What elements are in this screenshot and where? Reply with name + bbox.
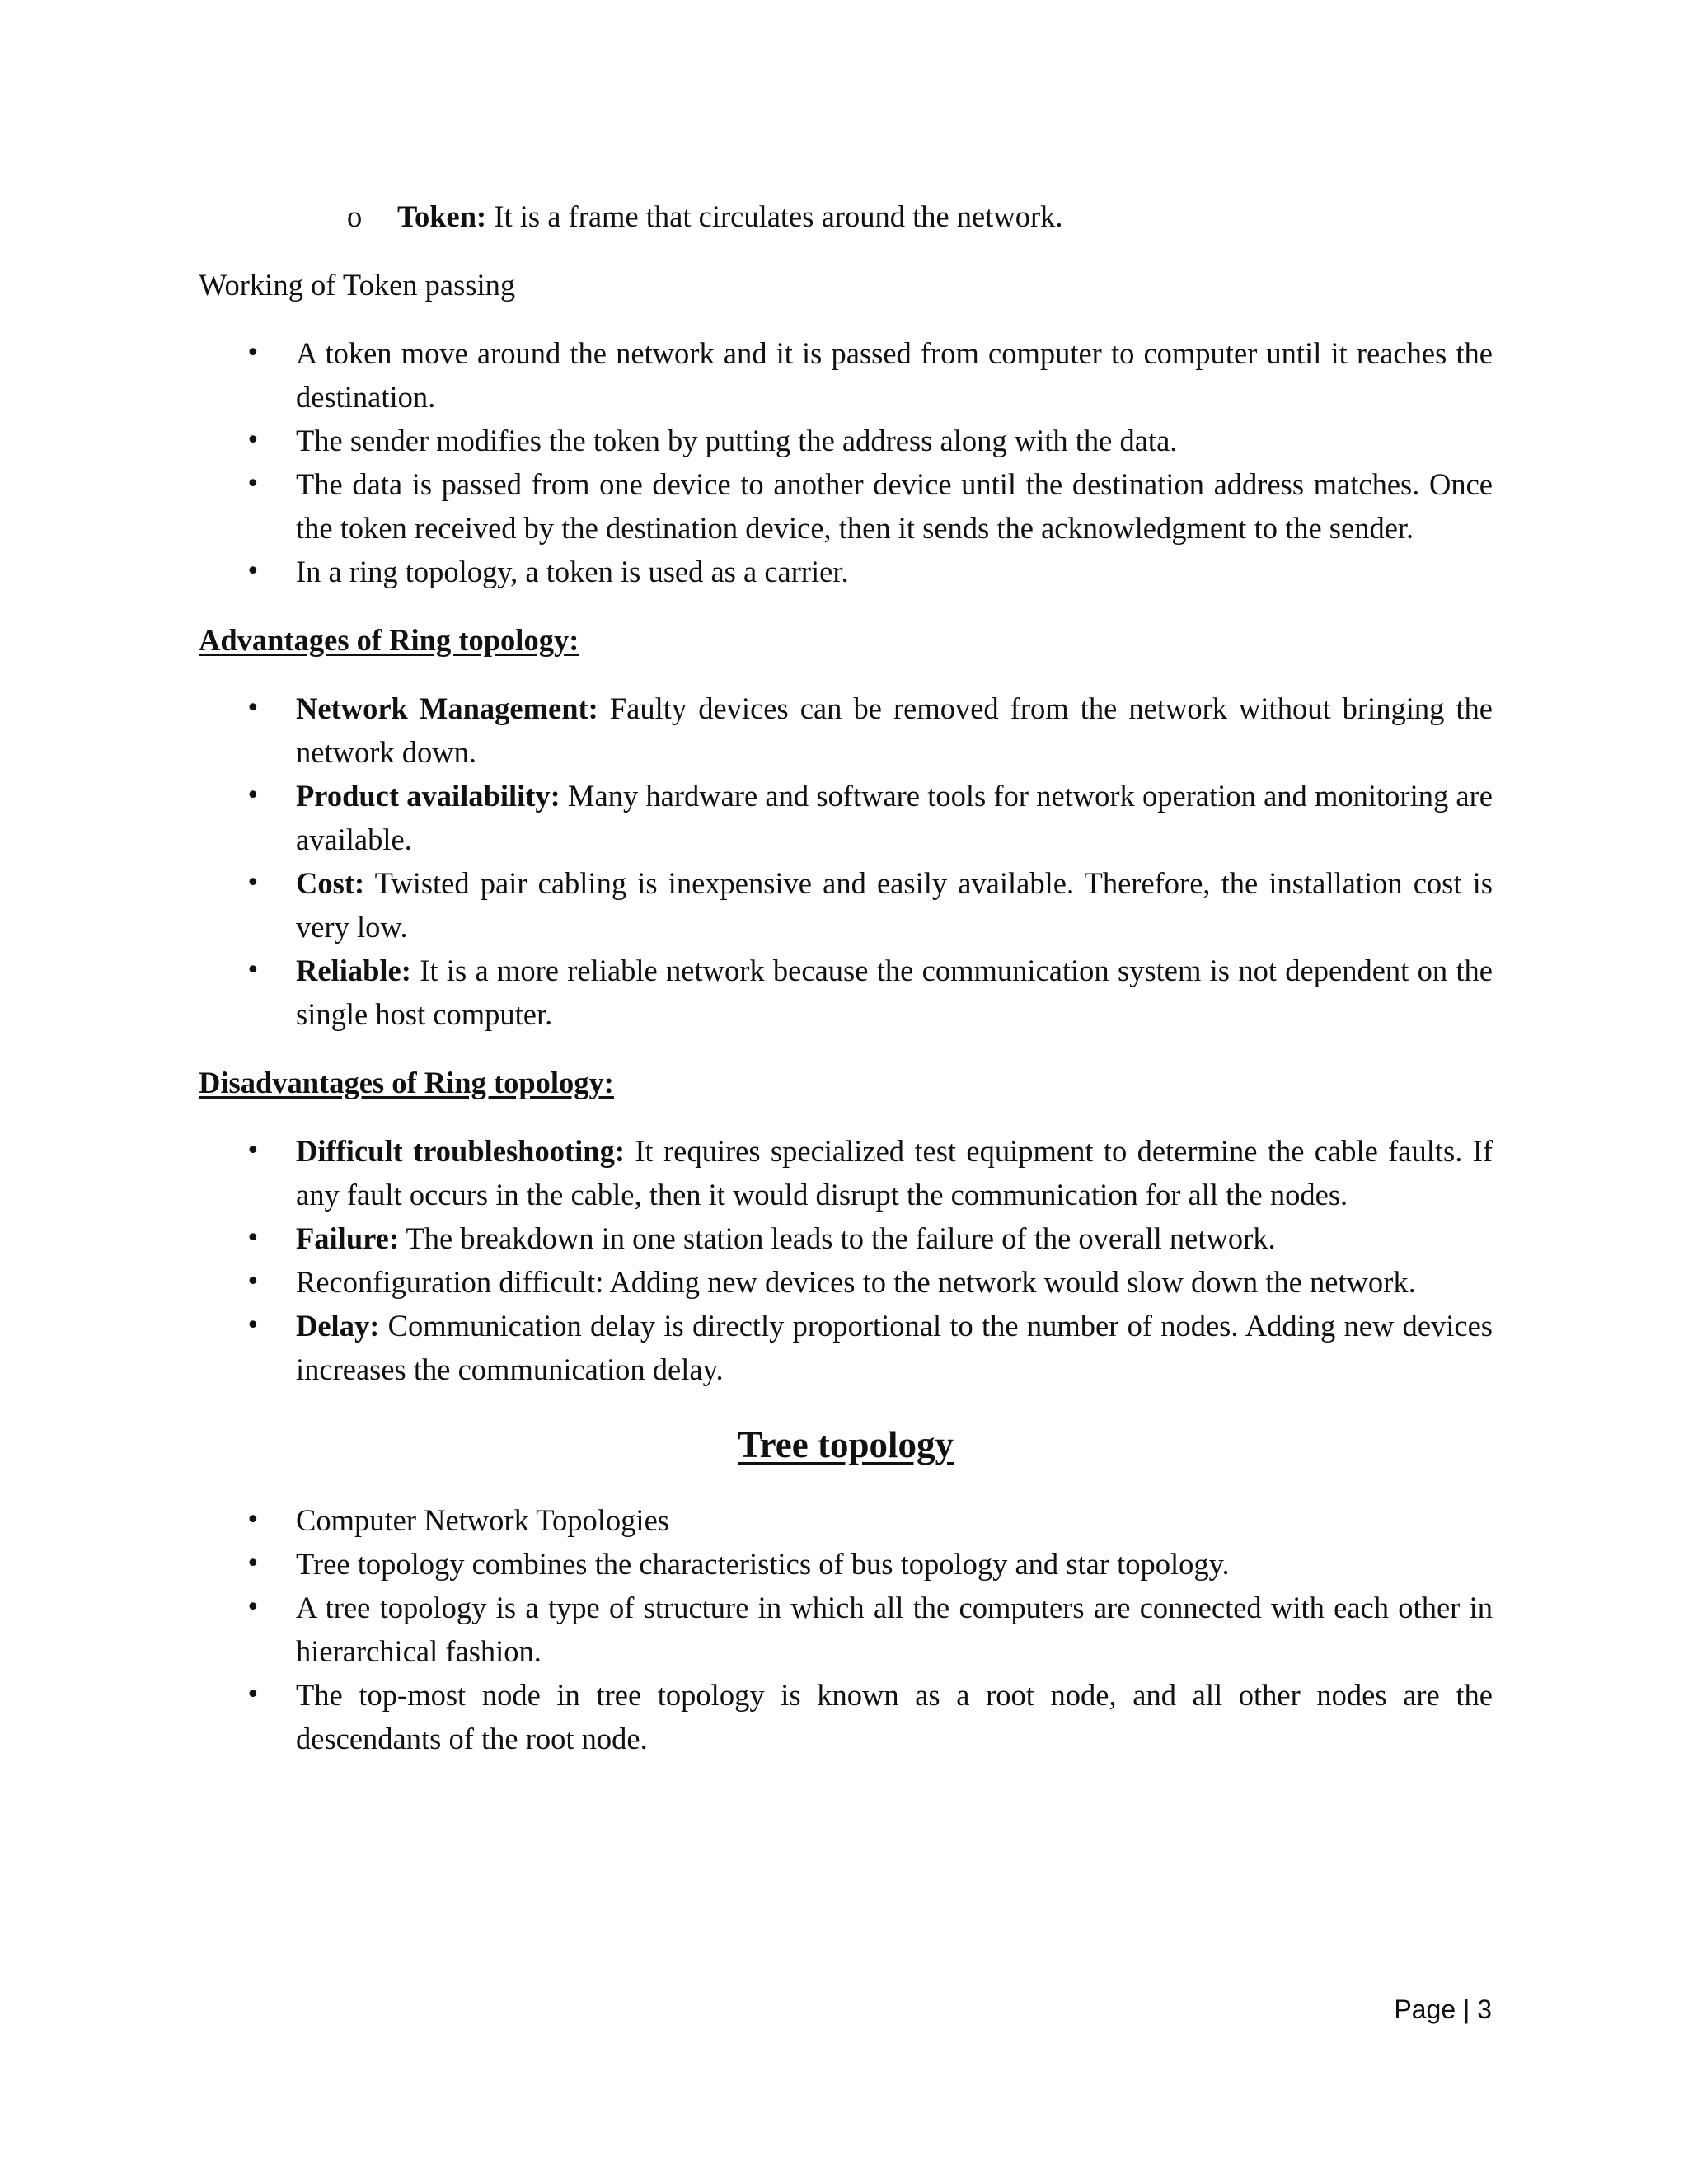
- item-text: It is a frame that circulates around the network.: [486, 199, 1063, 233]
- advantages-heading: Advantages of Ring topology:: [199, 623, 579, 657]
- item-text: Many hardware and software tools for network operation and monitoring are available.: [296, 779, 1493, 856]
- list-item: • A tree topology is a type of structure in which all the computers are connected with each other in hierarchical fashion.: [199, 1586, 1493, 1673]
- list-item: • The sender modifies the token by putting the address along with the data.: [199, 419, 1493, 462]
- section-title: Tree topology: [737, 1424, 954, 1465]
- item-label: Reliable:: [296, 954, 411, 987]
- item-text: Faulty devices can be removed from the network without bringing the network down.: [296, 691, 1493, 769]
- list-item: • In a ring topology, a token is used as a carrier.: [199, 550, 1493, 593]
- item-label: Failure:: [296, 1221, 400, 1255]
- working-list: [199, 331, 1493, 593]
- list-item: • The data is passed from one device to another device until the destination address matches. Once the token received by the destination device, then it sends the acknowledgment to the sender.: [199, 462, 1493, 550]
- item-text: Reconfiguration difficult: Adding new devices to the network would slow down the network.: [296, 1265, 1416, 1299]
- list-item: [199, 687, 1493, 774]
- item-label: Delay:: [296, 1309, 380, 1343]
- token-sublist: [199, 194, 1493, 238]
- item-label: Difficult troubleshooting:: [296, 1134, 625, 1168]
- list-item-token: [199, 194, 1493, 238]
- item-text: Communication delay is directly proportional to the number of nodes. Adding new devices increases the communication delay.: [296, 1309, 1493, 1386]
- list-item: [199, 1129, 1493, 1216]
- item-text: It is a more reliable network because the communication system is not dependent on the single host computer.: [296, 954, 1493, 1031]
- item-label: Cost:: [296, 866, 365, 900]
- item-text: Twisted pair cabling is inexpensive and easily available. Therefore, the installation cost is very low.: [296, 866, 1493, 944]
- item-label: Network Management:: [296, 691, 598, 725]
- list-item: • A token move around the network and it is passed from computer to computer until it reaches the destination.: [199, 331, 1493, 419]
- list-item: • Computer Network Topologies: [199, 1498, 1493, 1542]
- list-item: [199, 1216, 1493, 1260]
- tree-list: [199, 1498, 1493, 1760]
- item-label: Token:: [397, 199, 487, 233]
- list-item: [199, 774, 1493, 861]
- list-item: [199, 1260, 1493, 1304]
- item-label: Product availability:: [296, 779, 560, 813]
- advantages-list: [199, 687, 1493, 1036]
- disadvantages-list: [199, 1129, 1493, 1391]
- list-item: [199, 861, 1493, 949]
- page-number: Page | 3: [1394, 1994, 1492, 2024]
- working-heading: Working of Token passing: [199, 268, 516, 302]
- item-text: It requires specialized test equipment to determine the cable faults. If any fault occurs in the cable, then it would disrupt the communication for all the nodes.: [296, 1134, 1493, 1212]
- list-item: • Tree topology combines the characteristics of bus topology and star topology.: [199, 1542, 1493, 1586]
- list-item: [199, 949, 1493, 1036]
- item-text: The breakdown in one station leads to the failure of the overall network.: [399, 1221, 1276, 1255]
- list-item: • The top-most node in tree topology is known as a root node, and all other nodes are the descendants of the root node.: [199, 1673, 1493, 1760]
- page-content: [199, 194, 1493, 1760]
- list-item: [199, 1304, 1493, 1391]
- disadvantages-heading: Disadvantages of Ring topology:: [199, 1066, 614, 1099]
